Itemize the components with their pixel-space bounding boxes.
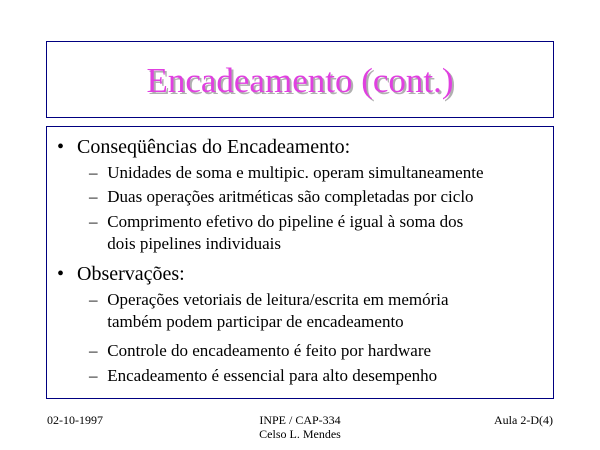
section-heading-observacoes — [57, 263, 185, 285]
list-item-line: dois pipelines individuais — [107, 234, 282, 253]
list-item-text: Duas operações aritméticas são completadas por ciclo — [107, 187, 474, 206]
list-item — [89, 211, 463, 255]
dash-icon: – — [89, 290, 98, 309]
dash-icon: – — [89, 341, 98, 360]
list-item-text: Controle do encadeamento é feito por hardware — [107, 341, 432, 360]
footer-date: 02-10-1997 — [47, 413, 103, 427]
section-heading-consequencias — [57, 136, 350, 158]
list-item-text: Unidades de soma e multipic. operam simultaneamente — [107, 163, 484, 182]
list-item — [89, 186, 474, 208]
section-heading-label: Conseqüências do Encadeamento: — [77, 136, 351, 158]
dash-icon: – — [89, 212, 98, 231]
footer-course-code: INPE / CAP-334 — [259, 413, 341, 427]
bullet-icon: • — [57, 136, 65, 158]
footer-author: Celso L. Mendes — [259, 427, 341, 441]
list-item — [89, 289, 449, 333]
list-item-line: Comprimento efetivo do pipeline é igual à soma dos — [107, 212, 464, 231]
list-item — [89, 340, 431, 362]
dash-icon: – — [89, 163, 98, 182]
footer-page-label: Aula 2-D(4) — [494, 413, 553, 427]
slide-title: Encadeamento (cont.) — [146, 60, 454, 100]
list-item — [89, 365, 437, 387]
list-item — [89, 162, 484, 184]
bullet-icon: • — [57, 263, 65, 285]
content-box — [46, 126, 554, 399]
dash-icon: – — [89, 366, 98, 385]
list-item-text — [107, 289, 448, 333]
list-item-text — [107, 211, 463, 255]
list-item-line: também podem participar de encadeamento — [107, 312, 404, 331]
list-item-text: Encadeamento é essencial para alto desempenho — [107, 366, 438, 385]
dash-icon: – — [89, 187, 98, 206]
section-heading-label: Observações: — [77, 263, 185, 285]
list-item-line: Operações vetoriais de leitura/escrita em memória — [107, 290, 449, 309]
title-box — [46, 41, 554, 118]
